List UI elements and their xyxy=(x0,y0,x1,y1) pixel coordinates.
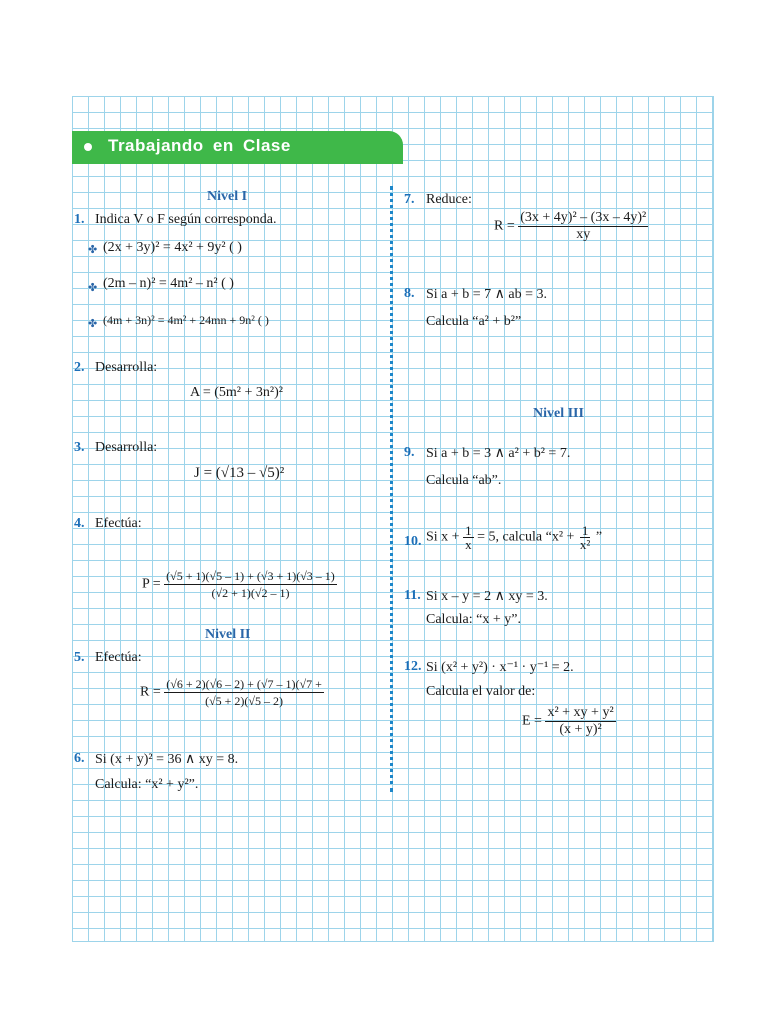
bullet-dot-icon xyxy=(84,143,92,151)
level-heading-3: Nivel III xyxy=(533,406,584,421)
fraction-denominator: x xyxy=(465,537,472,552)
fraction-numerator: 1 xyxy=(465,523,472,538)
fraction-denominator: (√2 + 1)(√2 – 1) xyxy=(211,586,290,600)
problem-7-fraction xyxy=(494,210,648,243)
problem-3-number: 3. xyxy=(74,440,85,455)
problem-6-subtext: Calcula: “x² + y²”. xyxy=(95,777,199,792)
problem-1-item-3: (4m + 3n)² = 4m² + 24mn + 9n² ( ) xyxy=(103,313,269,327)
level-heading-1: Nivel I xyxy=(207,189,248,204)
column-divider xyxy=(390,186,393,792)
fraction xyxy=(545,705,615,738)
problem-12-subtext: Calcula el valor de: xyxy=(426,684,536,699)
diamond-bullet-icon: ✤ xyxy=(88,244,98,256)
problem-8-text: Si a + b = 7 ∧ ab = 3. xyxy=(426,287,548,302)
fraction-denominator: xy xyxy=(576,227,591,242)
level-heading-2: Nivel II xyxy=(205,627,251,642)
fraction xyxy=(518,210,648,243)
problem-10-post: ” xyxy=(595,529,603,545)
problem-3-text: Desarrolla: xyxy=(95,440,158,455)
fraction-numerator: (√5 + 1)(√5 – 1) + (√3 + 1)(√3 – 1) xyxy=(166,569,335,583)
problem-5-fraction xyxy=(140,676,324,709)
problem-2-number: 2. xyxy=(74,360,85,375)
fraction xyxy=(164,568,337,601)
problem-11-subtext: Calcula: “x + y”. xyxy=(426,612,521,627)
problem-12-lhs: E = xyxy=(522,713,542,729)
problem-4-fraction xyxy=(142,568,337,601)
problem-4-lhs: P = xyxy=(142,576,161,592)
problem-5-text: Efectúa: xyxy=(95,650,142,665)
problem-1-text: Indica V o F según corresponda. xyxy=(95,212,277,227)
problem-8-subtext: Calcula “a² + b²” xyxy=(426,314,522,329)
fraction-denominator: x² xyxy=(579,537,591,552)
problem-10-number: 10. xyxy=(404,534,422,549)
problem-8-number: 8. xyxy=(404,286,415,301)
diamond-bullet-icon: ✤ xyxy=(88,318,98,330)
problem-7-text: Reduce: xyxy=(426,192,472,207)
fraction xyxy=(578,524,592,551)
problem-12-fraction xyxy=(522,705,616,738)
problem-9-subtext: Calcula “ab”. xyxy=(426,473,502,488)
fraction-numerator: x² + xy + y² xyxy=(547,705,614,720)
problem-1-number: 1. xyxy=(74,212,85,227)
fraction-denominator: (√5 + 2)(√5 – 2) xyxy=(205,694,284,708)
problem-9-text: Si a + b = 3 ∧ a² + b² = 7. xyxy=(426,446,571,461)
problem-4-text: Efectúa: xyxy=(95,516,142,531)
fraction xyxy=(164,676,324,709)
problem-7-lhs: R = xyxy=(494,218,515,234)
problem-10-mid: = 5, calcula “x² + xyxy=(477,529,575,545)
problem-6-number: 6. xyxy=(74,751,85,766)
problem-3-expression: J = (√13 – √5)² xyxy=(194,465,285,481)
problem-11-text: Si x – y = 2 ∧ xy = 3. xyxy=(426,589,548,604)
diamond-bullet-icon: ✤ xyxy=(88,282,98,294)
problem-10-pre: Si x + xyxy=(426,529,460,545)
problem-10-expression xyxy=(426,524,602,551)
fraction-denominator: (x + y)² xyxy=(559,722,602,737)
problem-5-lhs: R = xyxy=(140,684,161,700)
problem-2-expression: A = (5m² + 3n²)² xyxy=(190,385,283,400)
problem-1-item-2: (2m – n)² = 4m² – n² ( ) xyxy=(103,276,234,291)
section-banner xyxy=(72,131,403,164)
problem-12-number: 12. xyxy=(404,659,422,674)
problem-9-number: 9. xyxy=(404,445,415,460)
problem-5-number: 5. xyxy=(74,650,85,665)
fraction-numerator: (3x + 4y)² – (3x – 4y)² xyxy=(520,210,647,225)
fraction xyxy=(463,524,474,551)
problem-12-text: Si (x² + y²) · x⁻¹ · y⁻¹ = 2. xyxy=(426,660,574,675)
problem-4-number: 4. xyxy=(74,516,85,531)
fraction-numerator: (√6 + 2)(√6 – 2) + (√7 – 1)(√7 + xyxy=(166,677,322,691)
fraction-numerator: 1 xyxy=(581,523,589,538)
problem-6-text: Si (x + y)² = 36 ∧ xy = 8. xyxy=(95,752,239,767)
section-title: Trabajando en Clase xyxy=(108,136,291,155)
problem-1-item-1: (2x + 3y)² = 4x² + 9y² ( ) xyxy=(103,240,242,255)
problem-2-text: Desarrolla: xyxy=(95,360,158,375)
problem-11-number: 11. xyxy=(404,588,421,603)
problem-7-number: 7. xyxy=(404,192,415,207)
